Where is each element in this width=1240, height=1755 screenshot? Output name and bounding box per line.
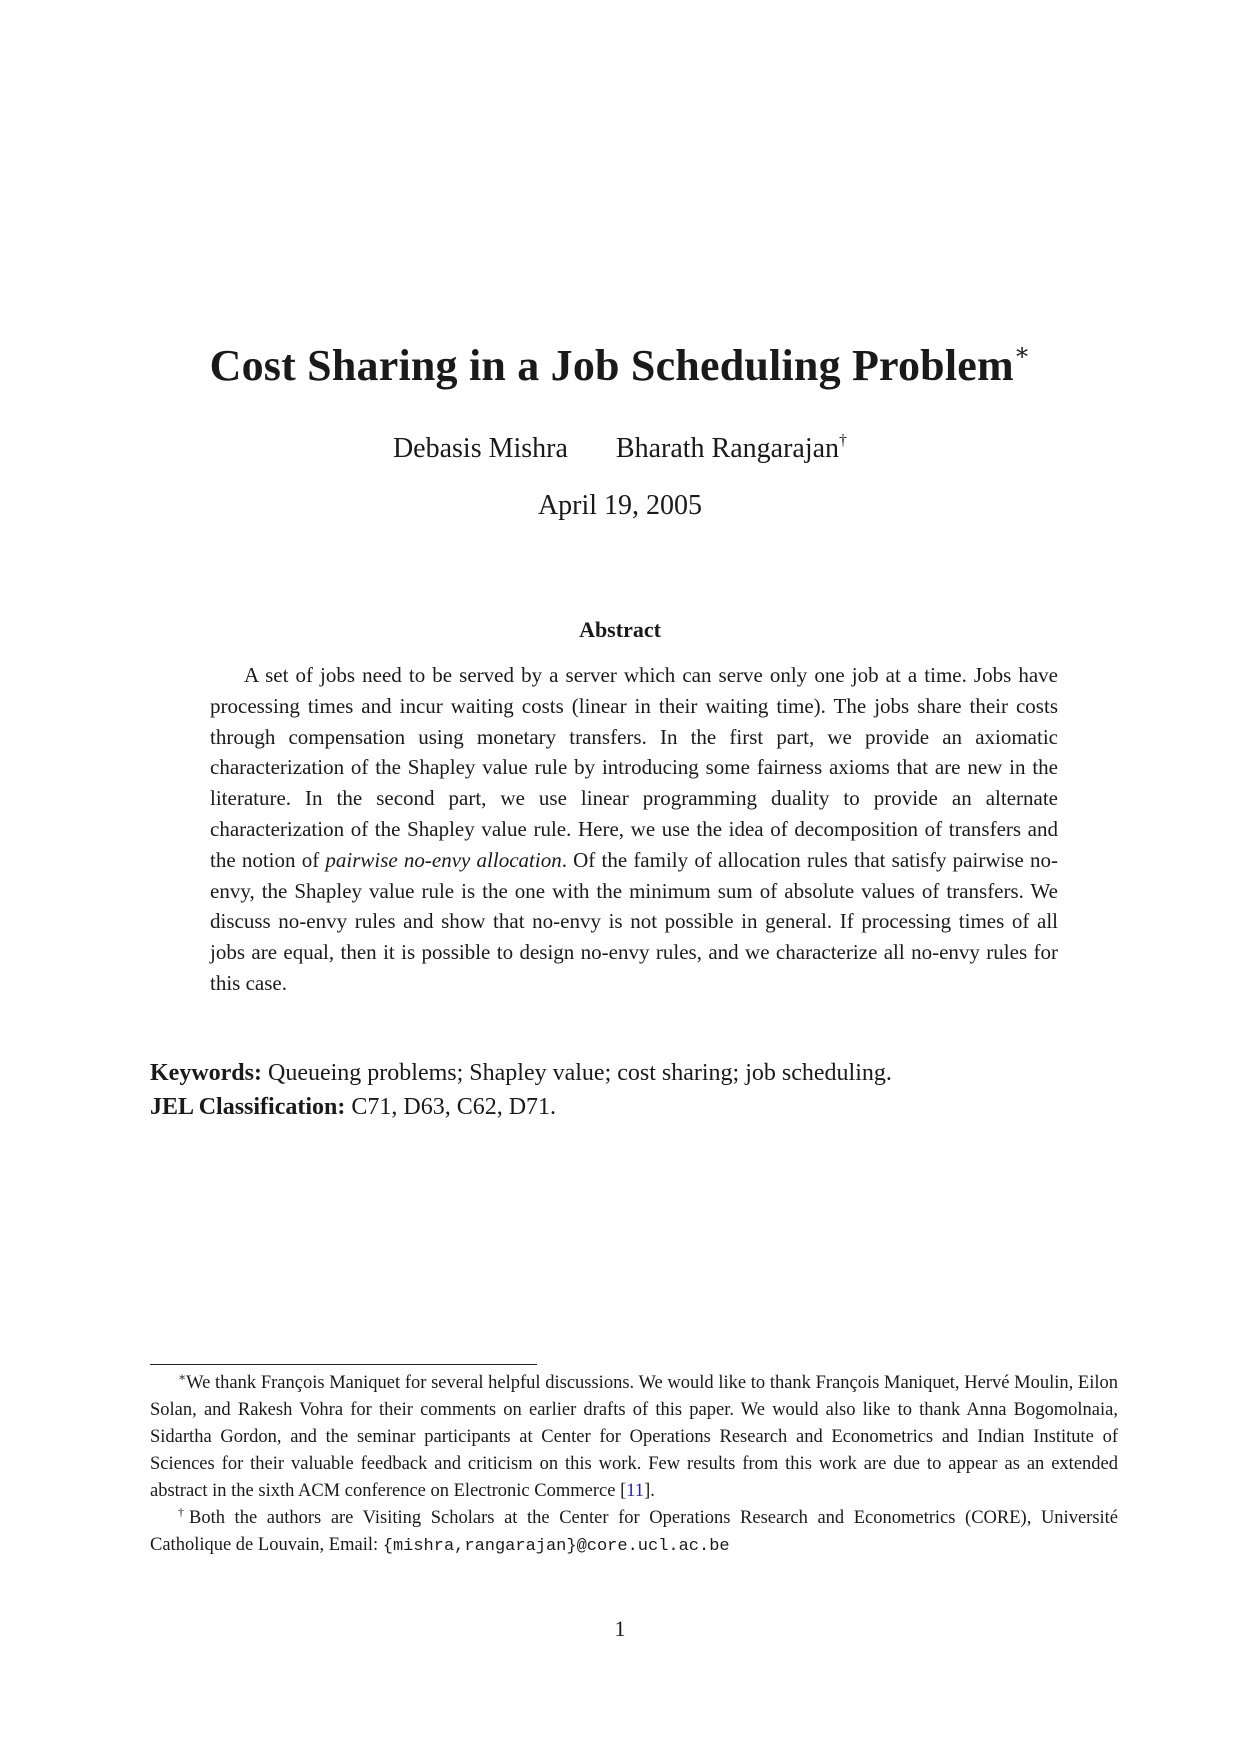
- jel-line: [150, 1090, 1110, 1124]
- paper-date: April 19, 2005: [537, 490, 703, 521]
- abstract-text-part-2: . Of the family of allocation rules that satisfy pairwise no-envy, the Shapley value rule is the one with the minimum sum of absolute values of transfers. We discuss no-envy rules and show that no-envy is not possible in general. If processing times of all jobs are equal, then it is possible to design no-envy rules, and we characterize all no-envy rules for this case.: [210, 847, 1058, 995]
- author-name: Bharath Rangarajan: [615, 433, 840, 464]
- footnote-1-mark: ∗: [178, 1370, 187, 1384]
- footnote-divider: [150, 1364, 537, 1365]
- keywords-block: [150, 1056, 1110, 1124]
- footnotes: [150, 1370, 1118, 1560]
- abstract-text: [210, 660, 1058, 999]
- jel-label: JEL Classification:: [150, 1094, 346, 1120]
- footnote-1-ref-open: [: [620, 1481, 627, 1501]
- abstract-heading: Abstract: [579, 617, 661, 642]
- footnote-1-text: We thank François Maniquet for several helpful discussions. We would like to thank François Maniquet, Hervé Moulin, Eilon Solan, and Rakesh Vohra for their comments on earlier drafts of this paper. We would also like to thank Anna Bogomolnaia, Sidartha Gordon, and the seminar participants at Center for Operations Research and Econometrics and Indian Institute of Sciences for their valuable feedback and criticism on this work. Few results from this work are due to appear as an extended abstract in the sixth ACM conference on Electronic Commerce: [150, 1373, 1118, 1501]
- abstract-text-part-1: A set of jobs need to be served by a server which can serve only one job at a time. Jobs have processing times and incur waiting costs (linear in their waiting time). The jobs share their costs through compensation using monetary transfers. In the first part, we provide an axiomatic characterization of the Shapley value rule by introducing some fairness axioms that are new in the literature. In the second part, we use linear programming duality to provide an alternate characterization of the Shapley value rule. Here, we use the idea of decomposition of transfers and the notion of: [210, 663, 1058, 872]
- footnote-1-ref-close: ].: [644, 1481, 655, 1501]
- title-footnote-mark[interactable]: ∗: [1013, 340, 1031, 366]
- author-name: Debasis Mishra: [392, 433, 568, 464]
- keywords-line: [150, 1056, 1110, 1090]
- paper-title: [0, 340, 1240, 391]
- footnote-2-text: Both the authors are Visiting Scholars at the Center for Operations Research and Econometrics (CORE), Université Catholique de Louvain, Email:: [150, 1508, 1119, 1555]
- footnote-1: [150, 1370, 1118, 1505]
- title-text: Cost Sharing in a Job Scheduling Problem: [209, 341, 1014, 390]
- author-list: [0, 433, 1240, 465]
- citation-link[interactable]: 11: [626, 1481, 645, 1501]
- keywords-value: Queueing problems; Shapley value; cost sharing; job scheduling.: [267, 1060, 892, 1086]
- page-number: 1: [614, 1616, 626, 1641]
- jel-value: C71, D63, C62, D71.: [351, 1094, 557, 1120]
- author-entry: [616, 433, 847, 465]
- keywords-label: Keywords:: [150, 1060, 262, 1086]
- author-email: {mishra,rangarajan}@core.ucl.ac.be: [382, 1537, 730, 1556]
- author-footnote-mark[interactable]: †: [839, 432, 848, 449]
- abstract-emphasis: pairwise no-envy allocation: [325, 847, 562, 872]
- footnote-2: [150, 1505, 1118, 1560]
- footnote-2-mark: †: [178, 1505, 189, 1519]
